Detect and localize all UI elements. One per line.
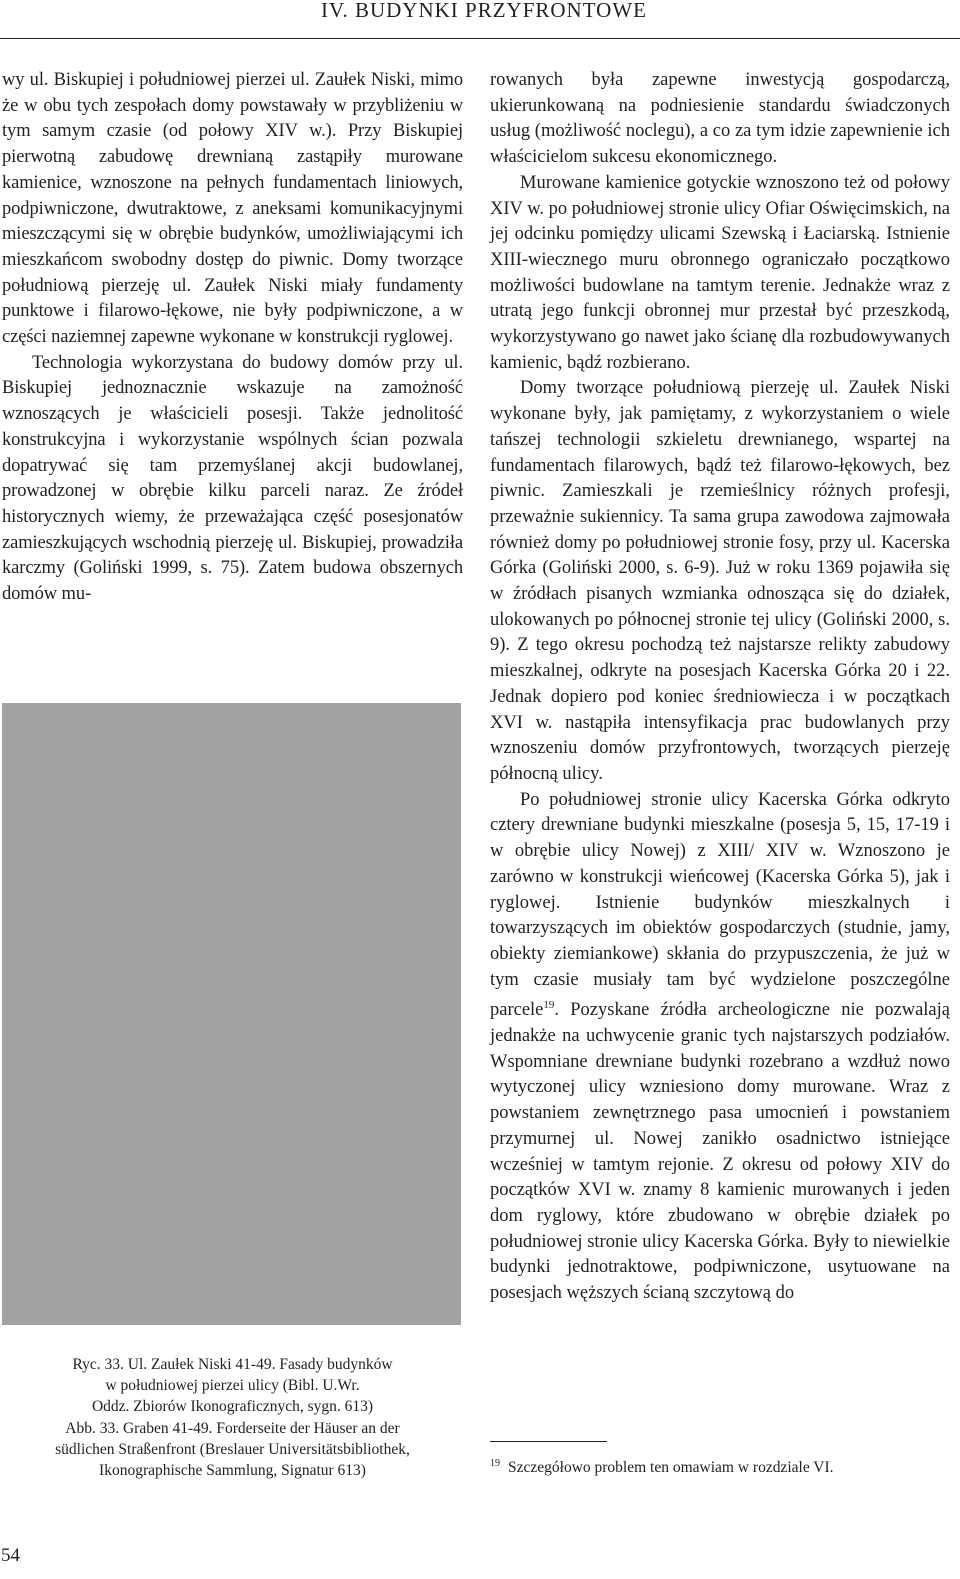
figure-caption [0,1354,465,1481]
left-paragraph-2: Technologia wykorzystana do budowy domów przy ul. Biskupiej jednoznacznie wskazuje na zamożność wznoszących je właścicieli posesji. Także jednolitość konstrukcyjna i wykorzystanie wspólnych ścian pozwala dopatrywać się tam przemyślanej akcji budowlanej, prowadzonej w obrębie kilku parceli naraz. Ze źródeł historycznych wiemy, że przeważająca część posesjonatów zamieszkujących wschodnią pierzeję ul. Biskupiej, prowadziła karczmy (Goliński 1999, s. 75). Zatem budowa obszernych domów mu- [2,352,463,605]
running-title: IV. BUDYNKI PRZYFRONTOWE [321,0,647,22]
paragraph-text: . Pozyskane źródła archeologiczne nie pozwalają jednakże na uchwycenie granic tych najstarszych podziałów. Wspomniane drewniane budynki rozebrano a wzdłuż nowo wytyczonej ulicy wzniesiono domy murowane. Wraz z powstaniem zewnętrznego pasa umocnień i powstaniem przymurnej ul. Nowej zanikło osadnictwo istniejące wcześniej w tamtym rejonie. Z okresu od połowy XIV do początków XVI w. znamy 8 kamienic murowanych i jeden dom ryglowy, które zbudowano w obrębie działek po południowej stronie ulicy Kacerska Górka. Były to niewielkie budynki jednotraktowe, podpiwniczone, usytuowane na posesjach węższych ścianą szczytową do [490,1000,950,1304]
right-paragraph-2: Murowane kamienice gotyckie wznoszono też od połowy XIV w. po południowej stronie ulicy Ofiar Oświęcimskich, na jej odcinku pomiędzy ulicami Szewską i Łaciarską. Istnienie XIII-wiecznego muru obronnego ograniczało początkowo możliwości budowlane na tamtym terenie. Jednakże wraz z utratą jego funkcji obronnej mur przestał być przeszkodą, wykorzystywano go nawet jako ścianę dla rozbudowywanych kamienic, bądź rozbierano. [490,172,950,373]
paragraph-text: Po południowej stronie ulicy Kacerska Górka odkryto cztery drewniane budynki mieszkalne (posesja 5, 15, 17-19 i w obrębie ulicy Nowej) z XIII/ XIV w. Wznoszono je zarówno w konstrukcji wieńcowej (Kacerska Górka 5), jak i ryglowej. Istnienie budynków mieszkalnych i towarzyszących im obiektów gospodarczych (studnie, jamy, obiekty ziemiankowe) skłania do przypuszczenia, że już w tym czasie musiały tam być wydzielone poszczególne parcele [490,789,950,1021]
footnote-number: 19 [490,1458,500,1469]
right-column [490,68,950,1307]
footnote-rule [490,1441,607,1442]
footnote [490,1458,834,1477]
caption-line: w południowej pierzei ulicy (Bibl. U.Wr. [105,1377,360,1395]
figure-image-placeholder [2,703,461,1325]
right-paragraph-3: Domy tworzące południową pierzeję ul. Zaułek Niski wykonane były, jak pamiętamy, z wykorzystaniem o wiele tańszej technologii szkieletu drewnianego, wspartej na fundamentach filarowych, bądź też filarowo-łękowych, bez piwnic. Zamieszkali je rzemieślnicy różnych profesji, przeważnie sukiennicy. Ta sama grupa zawodowa zajmowała również domy po południowej stronie fosy, przy ul. Kacerska Górka (Goliński 2000, s. 6-9). Już w roku 1369 pojawiła się w źródłach pisanych wzmianka odnosząca się do działek, ulokowanych po północnej stronie tej ulicy (Goliński 2000, s. 9). Z tego okresu pochodzą też najstarsze relikty zabudowy mieszkalnej, odkryte na posesjach Kacerska Górka 20 i 22. Jednak dopiero pod koniec średniowiecza i w początkach XVI w. nastąpiła intensyfikacja prac budowlanych przy wznoszeniu domów przyfrontowych, tworzących pierzeję północną ulicy. [490,378,950,784]
right-paragraph-4 [490,788,950,1307]
caption-line: Ikonographische Sammlung, Signatur 613) [99,1462,366,1480]
footnote-text: Szczegółowo problem ten omawiam w rozdziale VI. [508,1459,834,1476]
right-paragraph-1: rowanych była zapewne inwestycją gospodarczą, ukierunkowaną na podniesienie standardu świadczonych usług (możliwość noclegu), a co za tym idzie zapewnienie ich właścicielom sukcesu ekonomicznego. [490,70,950,168]
caption-line: Abb. 33. Graben 41-49. Forderseite der Häuser an der [65,1419,400,1437]
running-header [0,0,960,30]
caption-line: Ryc. 33. Ul. Zaułek Niski 41-49. Fasady budynków [72,1356,393,1373]
left-column [2,68,463,608]
footnote-reference[interactable]: 19 [543,999,555,1012]
caption-line: südlichen Straßenfront (Breslauer Universitätsbibliothek, [55,1440,410,1458]
caption-line: Oddz. Zbiorów Ikonograficznych, sygn. 613) [91,1398,374,1416]
left-paragraph-1: wy ul. Biskupiej i południowej pierzei ul. Zaułek Niski, mimo że w obu tych zespołach domy powstawały w przybliżeniu w tym samym czasie (od połowy XIV w.). Przy Biskupiej pierwotną zabudowę drewnianą zastąpiły murowane kamienice, wznoszone na pełnych fundamentach liniowych, podpiwniczone, dwutraktowe, z aneksami komunikacyjnymi mieszczącymi się w obrębie budynków, umożliwiającymi ich mieszkańcom swobodny dostęp do piwnic. Domy tworzące południową pierzeję ul. Zaułek Niski miały fundamenty punktowe i filarowo-łękowe, nie były podpiwniczone, a w części naziemnej zapewne wykonane w konstrukcji ryglowej. [2,70,463,348]
header-rule [0,38,960,39]
page-number: 54 [1,1545,20,1566]
